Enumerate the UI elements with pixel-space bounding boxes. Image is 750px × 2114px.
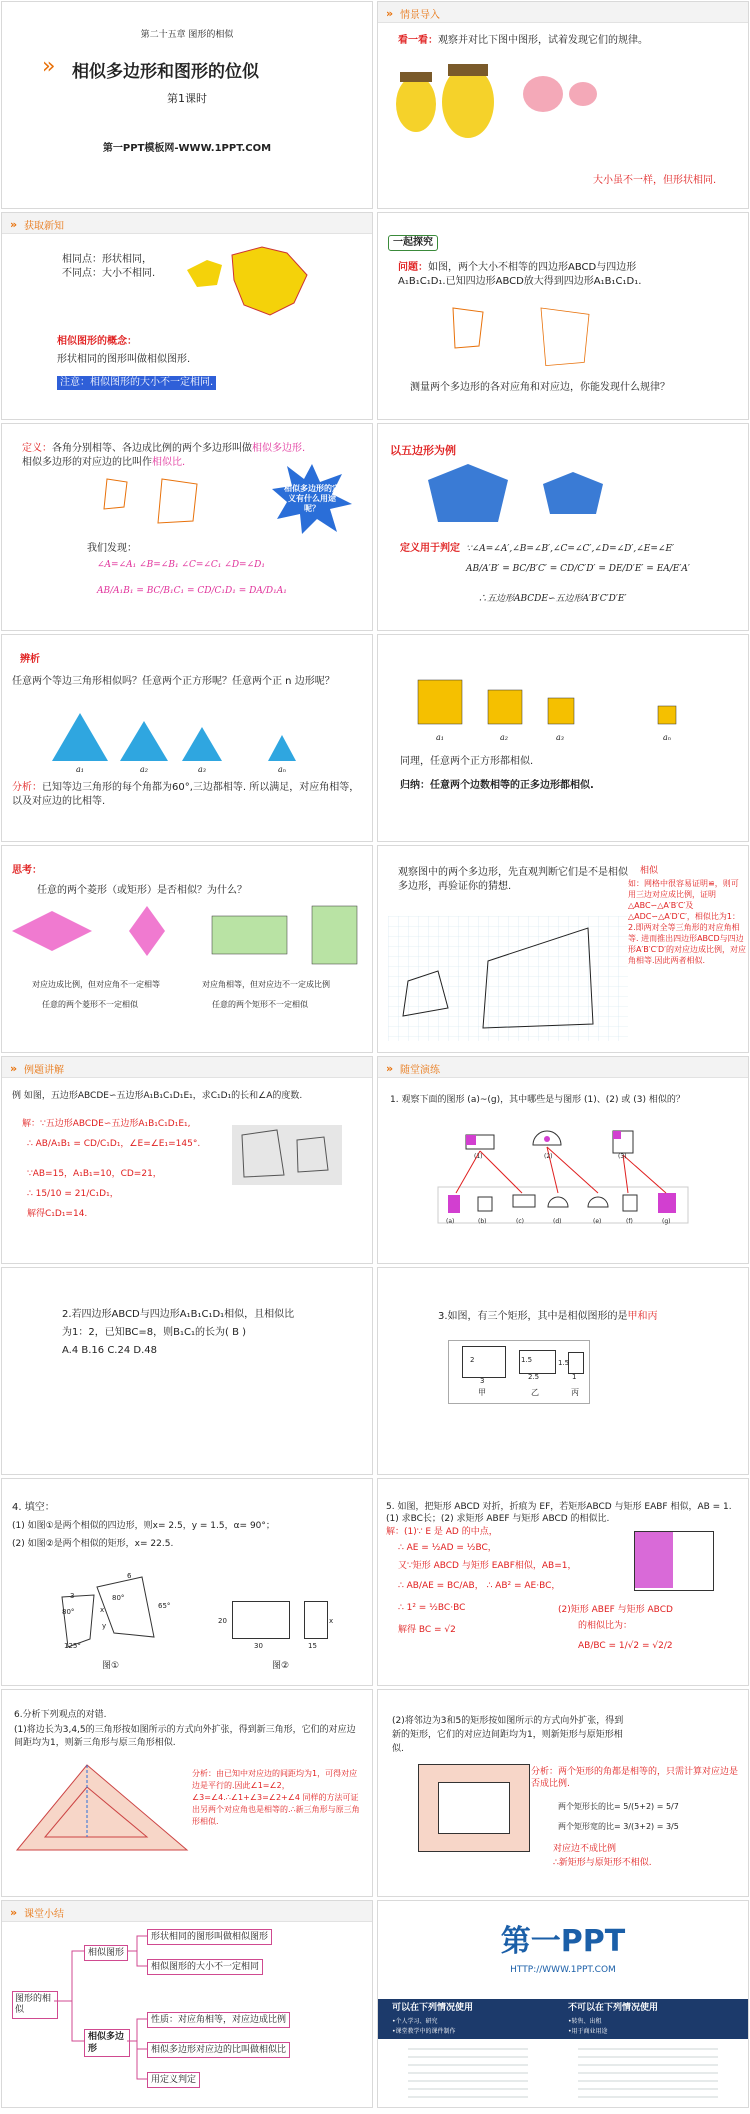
branch-node: 相似图形 bbox=[84, 1945, 128, 1961]
solution-line: ∴ 1² = ½BC·BC bbox=[398, 1603, 466, 1613]
rhombus-conclusion: 任意的两个菱形不一定相似 bbox=[42, 1000, 138, 1009]
quadrilaterals bbox=[453, 308, 653, 368]
side-label: 30 bbox=[254, 1642, 263, 1650]
question: 例 如图，五边形ABCDE∽五边形A₁B₁C₁D₁E₁，求C₁D₁的长和∠A的度数. bbox=[12, 1091, 303, 1101]
page-title: 相似多边形和图形的位似 bbox=[72, 62, 259, 82]
question: (1)将边长为3,4,5的三角形按如图所示的方式向外扩张，得到新三角形，它们的对应边间距均为1，则新三角形与原三角形相似. bbox=[14, 1725, 356, 1748]
question-line2: 为1：2，已知BC=8，则B₁C₁的长为( B ) bbox=[62, 1327, 247, 1338]
slide-new-knowledge: » 获取新知 相同点：形状相同， 不同点：大小不相同. 相似图形的概念： 形状相同的图形叫做相似图形. 注意：相似图形的大小不一定相同. bbox=[1, 212, 373, 420]
dim-label: 1.5 bbox=[521, 1356, 533, 1364]
solution-line: 的相似比为： bbox=[578, 1621, 633, 1631]
def2-term: 相似比. bbox=[152, 457, 186, 468]
leaf-node: 相似图形的大小不一定相同 bbox=[147, 1959, 263, 1975]
chevron-icon: » bbox=[42, 54, 56, 79]
prompt-text: 观察并对比下图中图形，试着发现它们的规律。 bbox=[438, 35, 648, 46]
question: 任意的两个菱形（或矩形）是否相似？为什么？ bbox=[37, 885, 247, 896]
pentagon-title: 以五边形为例 bbox=[390, 444, 456, 457]
sub-label: a₃ bbox=[198, 765, 206, 774]
slide-triangles bbox=[1, 634, 373, 842]
slide-practice: » 随堂演练 1. 观察下面的图形 (a)~(g)，其中哪些是与图形 (1)、(2) 或 (3) 相似的？ (1) (2) (3) (a) (b) (c) (d) (e) (f) (g) bbox=[377, 1056, 749, 1264]
bottom-label: (e) bbox=[593, 1218, 602, 1225]
rect-large bbox=[232, 1601, 290, 1639]
fig2-label: 图② bbox=[272, 1661, 290, 1671]
equilateral-triangles bbox=[52, 713, 292, 763]
cannot-use-item: •用于商业用途 bbox=[568, 2028, 608, 2035]
rect-name: 丙 bbox=[571, 1388, 579, 1397]
fig1-label: 图① bbox=[102, 1661, 120, 1671]
solution-line: 解得 BC = √2 bbox=[398, 1625, 456, 1635]
options: A.4 B.16 C.24 D.48 bbox=[62, 1345, 157, 1356]
solution-line3: ∵AB=15，A₁B₁=10，CD=21， bbox=[27, 1169, 162, 1179]
question-label: 问题： bbox=[398, 262, 428, 273]
cannot-use-title: 不可以在下列情况使用 bbox=[568, 2003, 659, 2013]
slide-q2 bbox=[1, 1267, 373, 1475]
angle-label: 125° bbox=[64, 1642, 81, 1650]
sub-label: aₙ bbox=[663, 733, 672, 742]
conclusion: ∴五边形ABCDE∽五边形A′B′C′D′E′ bbox=[478, 594, 627, 604]
dim-label: 3 bbox=[480, 1377, 485, 1385]
solution-line: ∴ AB/AE = BC/AB， ∴ AB² = AE·BC， bbox=[398, 1581, 561, 1591]
section-label: 例题讲解 bbox=[24, 1065, 64, 1076]
concept-title: 相似图形的概念： bbox=[57, 336, 137, 347]
concept-text: 形状相同的图形叫做相似图形. bbox=[57, 354, 191, 365]
angle-label: 65° bbox=[158, 1602, 171, 1610]
root-node: 图形的相似 bbox=[12, 1991, 58, 2019]
same-point: 相同点：形状相同， bbox=[62, 254, 152, 265]
conclusion1: 对应边不成比例 bbox=[553, 1844, 617, 1854]
china-map-images bbox=[182, 245, 322, 325]
q-line1: (1) 如图①是两个相似的四边形，则x= 2.5，y = 1.5，α= 90°； bbox=[12, 1521, 275, 1531]
slide-example: » 例题讲解 例 如图，五边形ABCDE∽五边形A₁B₁C₁D₁E₁，求C₁D₁的长和∠A的度数. 解：∵五边形ABCDE∽五边形A₁B₁C₁D₁E₁, ∴ AB/A₁B₁ = CD/C₁D₁，∠E=∠E₁=145°. ∵AB=15，A₁B₁=10，CD=21， ∴ 15/10 = 21/C₁D₁， 解得C₁D₁=14. bbox=[1, 1056, 373, 1264]
bottom-label: (d) bbox=[553, 1218, 562, 1225]
angle-condition: ∵∠A=∠A′,∠B=∠B′,∠C=∠C′,∠D=∠D′,∠E=∠E′ bbox=[466, 544, 675, 554]
footer-brand: 第一PPT模板网-WWW.1PPT.COM bbox=[102, 143, 272, 154]
solution-line: 又∵矩形 ABCD 与矩形 EABF相似，AB=1， bbox=[398, 1561, 577, 1571]
summary: 归纳：任意两个边数相等的正多边形都相似. bbox=[400, 780, 594, 791]
note-box: 注意：相似图形的大小不一定相同. bbox=[57, 376, 216, 390]
def-term: 相似多边形. bbox=[252, 443, 306, 454]
section-label: 情景导入 bbox=[400, 10, 440, 21]
analysis-label: 分析： bbox=[12, 782, 42, 793]
pikachu-images bbox=[378, 64, 749, 164]
dim-label: 2 bbox=[470, 1356, 475, 1364]
solution-line2: ∴ AB/A₁B₁ = CD/C₁D₁，∠E=∠E₁=145°. bbox=[27, 1139, 201, 1149]
rhombus-rectangle-shapes bbox=[7, 906, 367, 966]
top-label: (3) bbox=[618, 1153, 627, 1160]
same-reason: 同理，任意两个正方形都相似. bbox=[400, 756, 534, 767]
rect-eabf bbox=[635, 1532, 673, 1588]
link-list-lines bbox=[378, 2043, 749, 2103]
rhombus-note: 对应边成比例，但对应角不一定相等 bbox=[32, 980, 160, 989]
slide-q3 bbox=[377, 1267, 749, 1475]
can-use-item: •个人学习、研究 bbox=[392, 2018, 438, 2025]
side-label: 6 bbox=[127, 1572, 132, 1580]
length-ratio: 两个矩形长的比= 5/(5+2) = 5/7 bbox=[558, 1802, 679, 1811]
slide-q5 bbox=[377, 1478, 749, 1686]
bottom-label: (a) bbox=[446, 1218, 455, 1225]
solution-line5: 解得C₁D₁=14. bbox=[27, 1209, 88, 1219]
section-label: 课堂小结 bbox=[24, 1909, 64, 1920]
top-label: (1) bbox=[474, 1153, 483, 1160]
question-line1: 如图，两个大小不相等的四边形ABCD与四边形 bbox=[428, 262, 637, 273]
rect-name: 甲 bbox=[478, 1388, 486, 1397]
leaf-node: 性质：对应角相等，对应边成比例 bbox=[147, 2012, 290, 2028]
slide-intro: » 情景导入 看一看：观察并对比下图中图形，试着发现它们的规律。 大小虽不一样，但形状相同. bbox=[377, 1, 749, 209]
can-use-item: •课堂教学中的课件制作 bbox=[392, 2028, 456, 2035]
slide-definition bbox=[1, 423, 373, 631]
pentagons bbox=[428, 462, 688, 532]
rect-name: 乙 bbox=[531, 1388, 539, 1397]
width-ratio: 两个矩形宽的比= 3/(3+2) = 3/5 bbox=[558, 1822, 679, 1831]
ratio-condition: AB/A′B′ = BC/B′C′ = CD/C′D′ = DE/D′E′ = EA/E′A′ bbox=[466, 564, 690, 574]
chapter-label: 第二十五章 图形的相似 bbox=[140, 30, 234, 40]
slide-brand bbox=[377, 1900, 749, 2108]
q-line2: (2) 如图②是两个相似的矩形，x= 22.5. bbox=[12, 1539, 174, 1549]
solution-line: 解：(1)∵ E 是 AD 的中点， bbox=[386, 1527, 498, 1537]
def-label: 定义： bbox=[22, 443, 52, 454]
bottom-label: (c) bbox=[516, 1218, 524, 1225]
rectangle-note: 对应角相等，但对应边不一定成比例 bbox=[202, 980, 330, 989]
sub-label: a₁ bbox=[436, 733, 444, 742]
can-use-title: 可以在下列情况使用 bbox=[392, 2003, 474, 2013]
branch-node: 相似多边形 bbox=[84, 2029, 130, 2057]
pentagon-figure bbox=[232, 1125, 342, 1185]
question: 任意两个等边三角形相似吗？任意两个正方形呢？任意两个正 n 边形呢？ bbox=[12, 676, 335, 687]
grid-diagram bbox=[388, 916, 628, 1041]
slide-pentagon bbox=[377, 423, 749, 631]
side-label: x bbox=[329, 1617, 334, 1625]
bottom-label: (g) bbox=[662, 1218, 671, 1225]
tag: 相似 bbox=[640, 866, 659, 876]
squares bbox=[418, 680, 718, 730]
diff-point: 不同点：大小不相同. bbox=[62, 268, 156, 279]
starburst-text: 相似多边形的定义有什么用途呢？ bbox=[284, 484, 340, 513]
bottom-label: (b) bbox=[478, 1218, 487, 1225]
brand-logo: 第一PPT bbox=[500, 1924, 626, 1959]
angle-label: 80° bbox=[112, 1594, 125, 1602]
dim-label: 1 bbox=[572, 1373, 577, 1381]
question-line3: 测量两个多边形的各对应角和对应边，你能发现什么规律？ bbox=[410, 382, 670, 393]
analysis-text: 已知等边三角形的每个角都为60°,三边都相等. 所以满足，对应角相等，以及对应边的比相等. bbox=[12, 782, 360, 807]
question: 3.如图，有三个矩形，其中是相似图形的是 bbox=[438, 1311, 628, 1322]
question: 5. 如图，把矩形 ABCD 对折，折痕为 EF，若矩形ABCD 与矩形 EABF 相似，AB = 1.(1) 求BC长；(2) 求矩形 ABEF 与矩形 ABCD 的相似比. bbox=[386, 1502, 732, 1524]
slide-squares bbox=[377, 634, 749, 842]
sub-label: a₂ bbox=[140, 765, 148, 774]
bottom-label: (f) bbox=[626, 1218, 633, 1225]
brand-url: HTTP://WWW.1PPT.COM bbox=[510, 1965, 616, 1975]
caption: 大小虽不一样，但形状相同. bbox=[593, 175, 717, 186]
intro-text: 观察图中的两个多边形，先直观判断它们是不是相似多边形，再验证你的猜想. bbox=[398, 867, 628, 892]
side-label: 15 bbox=[308, 1642, 317, 1650]
angle-equalities: ∠A=∠A₁ ∠B=∠B₁ ∠C=∠C₁ ∠D=∠D₁ bbox=[97, 560, 265, 570]
subtitle: 第1课时 bbox=[167, 92, 207, 105]
solution-line: AB/BC = 1/√2 = √2/2 bbox=[578, 1641, 673, 1651]
slide-think bbox=[1, 845, 373, 1053]
solution-line: ∴ AE = ½AD = ½BC， bbox=[398, 1543, 497, 1553]
conclusion2: ∴新矩形与原矩形不相似. bbox=[553, 1858, 652, 1868]
side-label: 3 bbox=[70, 1592, 75, 1600]
prompt-label: 看一看： bbox=[398, 35, 438, 46]
def2-text: 相似多边形的对应边的比叫作 bbox=[22, 457, 152, 468]
question: 1. 观察下面的图形 (a)~(g)，其中哪些是与图形 (1)、(2) 或 (3) 相似的？ bbox=[390, 1095, 685, 1105]
dim-label: 2.5 bbox=[528, 1373, 540, 1381]
found-label: 我们发现： bbox=[87, 543, 137, 554]
side-ratios: AB/A₁B₁ = BC/B₁C₁ = CD/C₁D₁ = DA/D₁A₁ bbox=[97, 586, 287, 596]
dim-label: 1.5 bbox=[558, 1359, 570, 1367]
side-label: x bbox=[100, 1606, 105, 1614]
section-label: 获取新知 bbox=[24, 221, 64, 232]
think-label: 思考： bbox=[12, 865, 42, 876]
rect-small bbox=[304, 1601, 328, 1639]
slide-explore bbox=[377, 212, 749, 420]
use-label: 定义用于判定 bbox=[400, 543, 460, 554]
side-label: 20 bbox=[218, 1617, 227, 1625]
leaf-node: 用定义判定 bbox=[147, 2072, 200, 2088]
side-label: y bbox=[102, 1622, 107, 1630]
slide-title bbox=[1, 1, 373, 209]
slide-q6b bbox=[377, 1689, 749, 1897]
slide-q6a bbox=[1, 1689, 373, 1897]
top-label: (2) bbox=[544, 1153, 553, 1160]
sub-label: a₂ bbox=[500, 733, 508, 742]
inner-rect bbox=[438, 1782, 510, 1834]
def-text: 各角分别相等、各边成比例的两个多边形叫做 bbox=[52, 443, 252, 454]
answer: 甲和丙 bbox=[627, 1311, 658, 1322]
slide-summary: » 课堂小结 图形的相似 相似图形 形状相同的图形叫做相似图形 相似图形的大小不一定相同 相似多边形 性质：对应角相等，对应边成比例 相似多边形对应边的比叫做相似比 用定义判定 bbox=[1, 1900, 373, 2108]
q-title: 4. 填空： bbox=[12, 1502, 55, 1513]
expanded-triangles bbox=[17, 1765, 187, 1855]
badge: 一起探究 bbox=[388, 235, 438, 251]
sub-label: a₃ bbox=[556, 733, 564, 742]
section-label: 随堂演练 bbox=[400, 1065, 440, 1076]
solution-line1: 解：∵五边形ABCDE∽五边形A₁B₁C₁D₁E₁, bbox=[22, 1119, 191, 1129]
cannot-use-item: •转售、出租 bbox=[568, 2018, 602, 2025]
q-title: 6.分析下列观点的对错. bbox=[14, 1710, 107, 1720]
question-line1: 2.若四边形ABCD与四边形A₁B₁C₁D₁相似，且相似比 bbox=[62, 1309, 295, 1320]
leaf-node: 相似多边形对应边的比叫做相似比 bbox=[147, 2042, 290, 2058]
sub-label: aₙ bbox=[278, 765, 287, 774]
slide-q4 bbox=[1, 1478, 373, 1686]
slide-grid bbox=[377, 845, 749, 1053]
rectangle-conclusion: 任意的两个矩形不一定相似 bbox=[212, 1000, 308, 1009]
analysis-text: 如：网格中很容易证明≌，则可用三边对应成比例，证明△ABC∽△A′B′C′及△ADC∽△A′D′C′，相似比为1：2.即两对全等三角形的对应角相等. 进而推出四边形ABCD与四边形A′B′C′D′的对应边成比例，对应角相等.因此两者相似. bbox=[628, 879, 746, 965]
solution-line4: ∴ 15/10 = 21/C₁D₁， bbox=[27, 1189, 119, 1199]
analysis: 分析：由已知中对应边的间距均为1，可得对应边是平行的.因此∠1=∠2，∠3=∠4.∴∠1+∠3=∠2+∠4 同样的方法可证出另两个对应角也是相等的.∴新三角形与原三角形相似. bbox=[192, 1769, 360, 1826]
sub-label: a₁ bbox=[76, 765, 84, 774]
angle-label: 80° bbox=[62, 1608, 75, 1616]
discuss-label: 辨析 bbox=[20, 654, 40, 665]
solution-line: (2)矩形 ABEF 与矩形 ABCD bbox=[558, 1605, 673, 1615]
quad-pair bbox=[102, 479, 222, 529]
question: (2)将邻边为3和5的矩形按如图所示的方式向外扩张，得到新的矩形，它们的对应边间距均为1，则新矩形与原矩形相似. bbox=[392, 1716, 624, 1754]
leaf-node: 形状相同的图形叫做相似图形 bbox=[147, 1929, 272, 1945]
question-line2: A₁B₁C₁D₁.已知四边形ABCD放大得到四边形A₁B₁C₁D₁. bbox=[398, 276, 642, 287]
analysis-label: 分析：两个矩形的角都是相等的，只需计算对应边是否成比例. bbox=[531, 1767, 739, 1789]
shape-matching-figure bbox=[438, 1125, 688, 1225]
